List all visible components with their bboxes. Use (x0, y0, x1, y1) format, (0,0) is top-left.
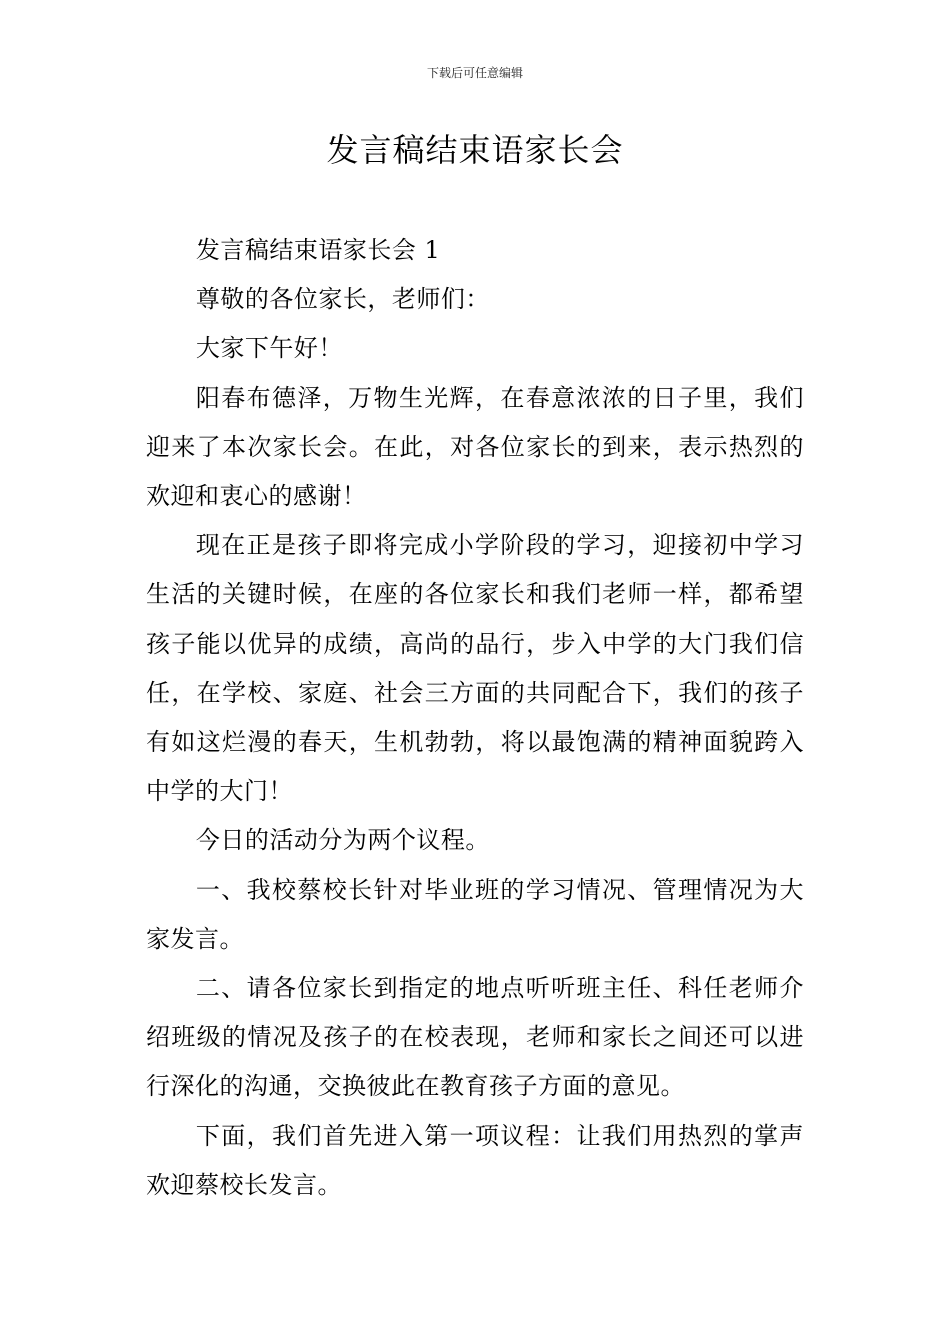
section-heading: 发言稿结束语家长会 1 (195, 236, 441, 264)
body-paragraph: 阳春布德泽，万物生光辉，在春意浓浓的日子里，我们迎来了本次家长会。在此，对各位家长的到来，表示热烈的欢迎和衷心的感谢！ (146, 383, 804, 511)
salutation: 尊敬的各位家长，老师们： (195, 285, 490, 314)
agenda-item: 一、我校蔡校长针对毕业班的学习情况、管理情况为大家发言。 (146, 875, 804, 953)
body-paragraph: 现在正是孩子即将完成小学阶段的学习，迎接初中学习生活的关键时候，在座的各位家长和我们老师一样，都希望孩子能以优异的成绩，高尚的品行，步入中学的大门我们信任，在学校、家庭、社会三方面的共同配合下，我们的孩子有如这烂漫的春天，生机勃勃，将以最饱满的精神面貌跨入中学的大门！ (146, 531, 804, 806)
document-title: 发言稿结束语家长会 (326, 131, 624, 169)
greeting: 大家下午好！ (195, 334, 343, 363)
body-paragraph: 今日的活动分为两个议程。 (195, 826, 490, 855)
agenda-item: 二、请各位家长到指定的地点听听班主任、科任老师介绍班级的情况及孩子的在校表现，老师和家长之间还可以进行深化的沟通，交换彼此在教育孩子方面的意见。 (146, 974, 804, 1101)
document-body (146, 226, 804, 1210)
header-note: 下载后可任意编辑 (426, 66, 523, 80)
body-paragraph: 下面，我们首先进入第一项议程：让我们用热烈的掌声欢迎蔡校长发言。 (146, 1121, 804, 1199)
